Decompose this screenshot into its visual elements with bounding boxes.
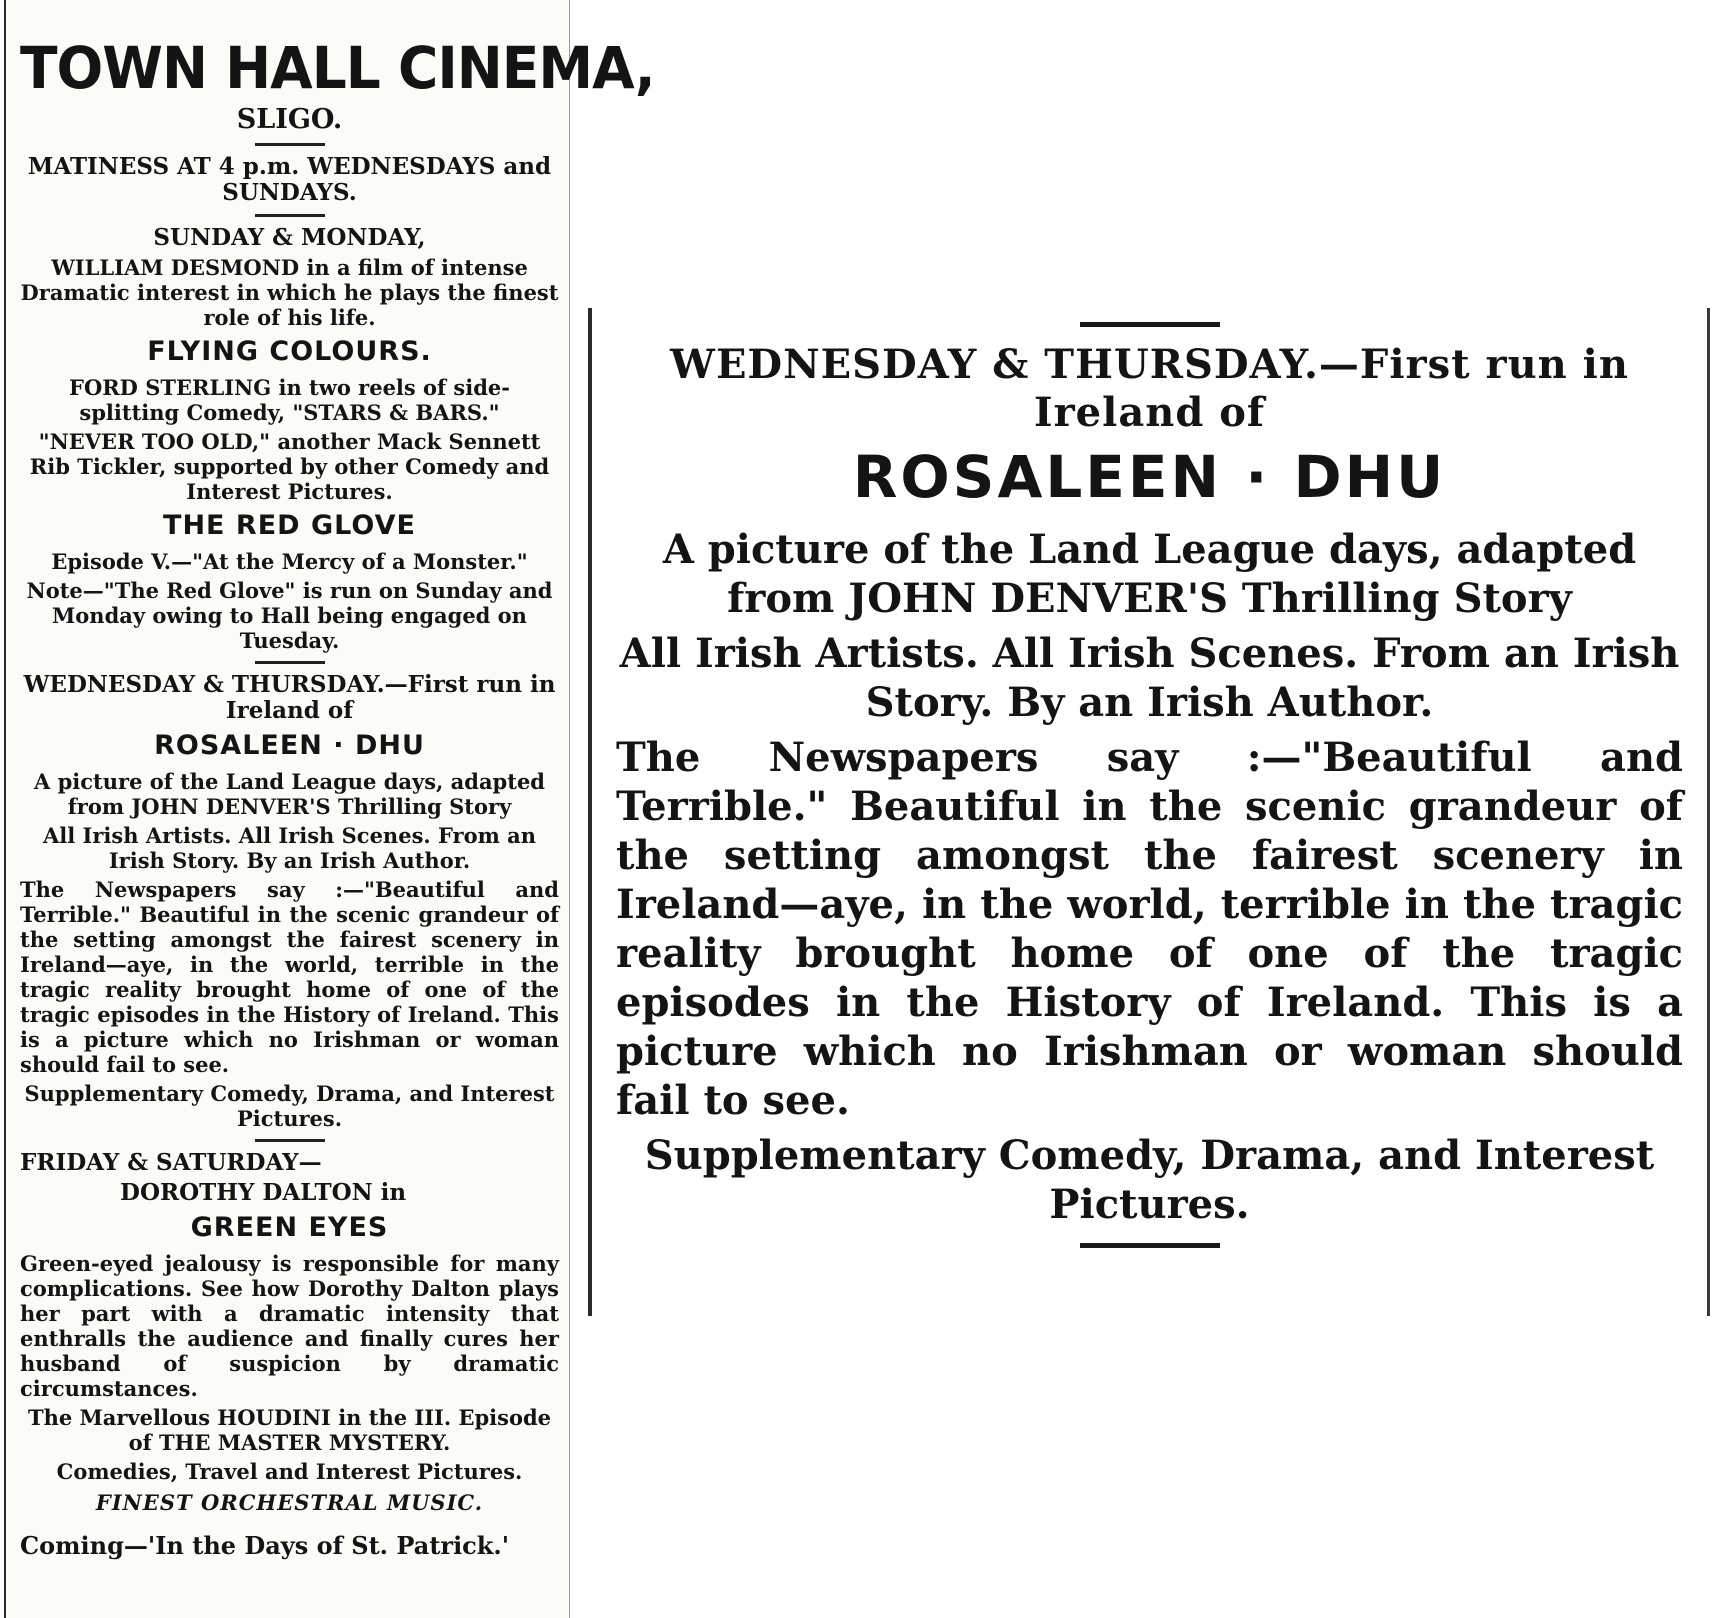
section-days: FRIDAY & SATURDAY— xyxy=(20,1149,322,1176)
friday-saturday-section xyxy=(20,1150,559,1515)
excerpt-days: WEDNESDAY & THURSDAY.—First run in Ireland of xyxy=(670,341,1629,436)
excerpt-press-quote: The Newspapers say :—"Beautiful and Terrible." Beautiful in the scenic grandeur of the setting amongst the fairest scenery in Ireland—aye, in the world, terrible in the tragic reality brought home of one of the tragic episodes in the History of Ireland. This is a picture which no Irishman or woman should fail to see. xyxy=(616,734,1683,1124)
film-title: FLYING COLOURS. xyxy=(147,336,432,367)
film-description: Green-eyed jealousy is responsible for many complications. See how Dorothy Dalton plays her part with a dramatic intensity that enthralls the audience and finally cures her husband of suspicion by dramatic circumstances. xyxy=(20,1251,559,1401)
schedule-note: Note—"The Red Glove" is run on Sunday and Monday owing to Hall being engaged on Tuesday. xyxy=(26,578,553,653)
excerpt-artists: All Irish Artists. All Irish Scenes. From an Irish Story. By an Irish Author. xyxy=(619,630,1680,726)
artists-note: All Irish Artists. All Irish Scenes. From an Irish Story. By an Irish Author. xyxy=(42,823,537,873)
comedy-note: FORD STERLING in two reels of side-splitting Comedy, "STARS & BARS." xyxy=(69,375,510,425)
episode-note: Episode V.—"At the Mercy of a Monster." xyxy=(51,549,528,574)
film-star: DOROTHY DALTON in xyxy=(120,1179,407,1206)
divider xyxy=(255,661,325,664)
excerpt-supplementary: Supplementary Comedy, Drama, and Interest Pictures. xyxy=(644,1132,1655,1228)
coming-soon: Coming—'In the Days of St. Patrick.' xyxy=(20,1531,510,1560)
divider xyxy=(1080,1243,1220,1248)
divider xyxy=(255,143,325,146)
advert-title: TOWN HALL CINEMA, xyxy=(20,34,655,102)
film-title: ROSALEEN · DHU xyxy=(154,730,425,761)
excerpt-description: A picture of the Land League days, adapted from JOHN DENVER'S Thrilling Story xyxy=(662,526,1637,622)
comedies-note: Comedies, Travel and Interest Pictures. xyxy=(56,1459,523,1484)
film-title: GREEN EYES xyxy=(190,1212,389,1243)
film-description: A picture of the Land League days, adapted from JOHN DENVER'S Thrilling Story xyxy=(33,769,545,819)
excerpt-film-title: ROSALEEN · DHU xyxy=(852,443,1447,511)
divider xyxy=(255,1139,325,1142)
extra-note: "NEVER TOO OLD," another Mack Sennett Rib Tickler, supported by other Comedy and Interest Pictures. xyxy=(29,429,550,504)
enlarged-excerpt xyxy=(588,308,1710,1316)
section-days: SUNDAY & MONDAY, xyxy=(153,224,426,251)
wednesday-thursday-section xyxy=(20,672,559,1131)
houdini-note: The Marvellous HOUDINI in the III. Episode of THE MASTER MYSTERY. xyxy=(27,1405,552,1455)
serial-title: THE RED GLOVE xyxy=(163,510,416,541)
matinee-notice: MATINESS AT 4 p.m. WEDNESDAYS and SUNDAYS. xyxy=(27,153,552,206)
divider xyxy=(255,214,325,217)
music-note: FINEST ORCHESTRAL MUSIC. xyxy=(95,1490,484,1515)
press-quote: The Newspapers say :—"Beautiful and Terrible." Beautiful in the scenic grandeur of the setting amongst the fairest scenery in Ireland—aye, in the world, terrible in the tragic reality brought home of one of the tragic episodes in the History of Ireland. This is a picture which no Irishman or woman should fail to see. xyxy=(20,877,559,1077)
supplementary-note: Supplementary Comedy, Drama, and Interest Pictures. xyxy=(24,1081,555,1131)
section-intro: WILLIAM DESMOND in a film of intense Dramatic interest in which he plays the finest role of his life. xyxy=(20,255,559,330)
section-days: WEDNESDAY & THURSDAY.—First run in Ireland of xyxy=(23,671,556,724)
advert-location: SLIGO. xyxy=(236,104,343,135)
divider xyxy=(1080,322,1220,327)
cinema-advert-column xyxy=(4,0,655,1618)
sunday-monday-section xyxy=(20,225,559,653)
